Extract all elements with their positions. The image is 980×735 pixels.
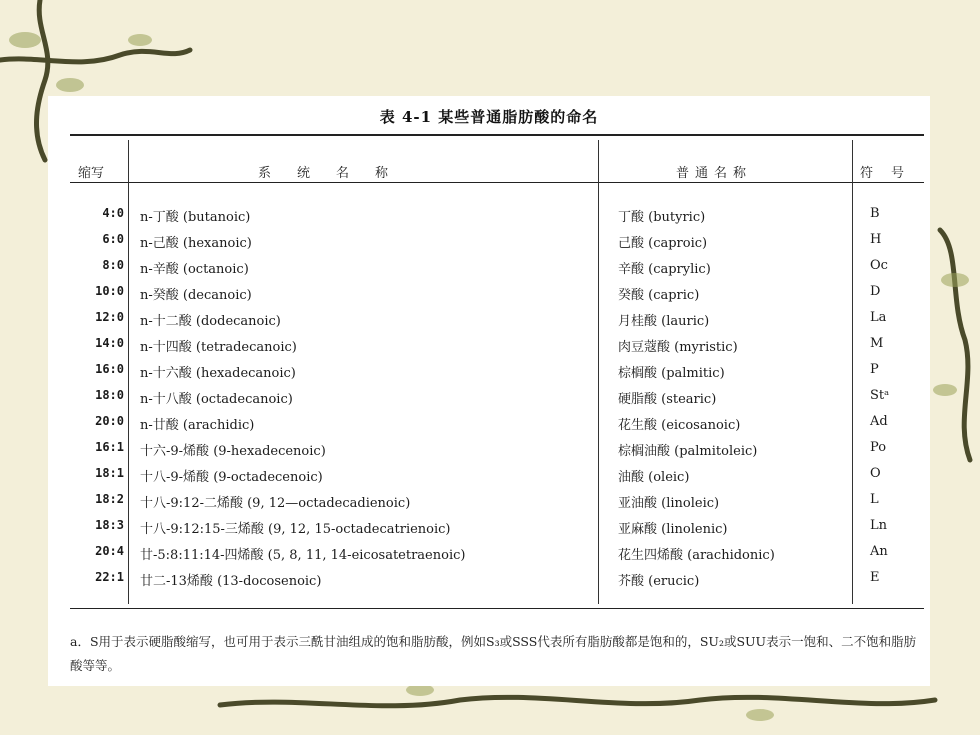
cell-symbol: Ln <box>870 518 888 533</box>
cell-code: 18:2 <box>95 492 124 506</box>
table-row <box>48 414 930 440</box>
table-row <box>48 544 930 570</box>
cell-systematic: n-辛酸 (octanoic) <box>140 262 249 277</box>
table-row <box>48 336 930 362</box>
table-row <box>48 388 930 414</box>
table-row <box>48 440 930 466</box>
cell-code: 18:1 <box>95 466 124 480</box>
cell-common: 丁酸 (butyric) <box>618 210 706 225</box>
cell-symbol: E <box>870 570 880 585</box>
cell-systematic: n-十四酸 (tetradecanoic) <box>140 340 297 355</box>
cell-symbol: Ad <box>870 414 888 429</box>
cell-common: 芥酸 (erucic) <box>618 574 700 589</box>
table-row <box>48 570 930 596</box>
cell-symbol: Oc <box>870 258 888 273</box>
table-row <box>48 206 930 232</box>
cell-symbol: O <box>870 466 881 481</box>
cell-systematic: 廿二-13烯酸 (13-docosenoic) <box>140 574 322 589</box>
header-symbol: 符号 <box>860 166 923 181</box>
cell-common: 棕榈油酸 (palmitoleic) <box>618 444 758 459</box>
cell-common: 癸酸 (capric) <box>618 288 700 303</box>
cell-code: 4:0 <box>102 206 124 220</box>
cell-common: 亚麻酸 (linolenic) <box>618 522 728 537</box>
cell-code: 12:0 <box>95 310 124 324</box>
cell-symbol: An <box>870 544 888 559</box>
cell-common: 辛酸 (caprylic) <box>618 262 711 277</box>
header-systematic-name: 系统名称 <box>258 166 415 181</box>
table-row <box>48 284 930 310</box>
cell-common: 亚油酸 (linoleic) <box>618 496 720 511</box>
cell-symbol: L <box>870 492 879 507</box>
cell-common: 棕榈酸 (palmitic) <box>618 366 725 381</box>
cell-common: 硬脂酸 (stearic) <box>618 392 717 407</box>
cell-code: 20:4 <box>95 544 124 558</box>
cell-code: 6:0 <box>102 232 124 246</box>
table-page <box>48 96 930 686</box>
header-common-name: 普通名称 <box>676 166 753 181</box>
top-rule <box>70 134 924 136</box>
cell-common: 油酸 (oleic) <box>618 470 690 485</box>
cell-common: 己酸 (caproic) <box>618 236 708 251</box>
table-row <box>48 466 930 492</box>
cell-symbol: D <box>870 284 881 299</box>
cell-code: 10:0 <box>95 284 124 298</box>
cell-systematic: n-十八酸 (octadecanoic) <box>140 392 293 407</box>
cell-systematic: 十八-9-烯酸 (9-octadecenoic) <box>140 470 323 485</box>
cell-symbol: La <box>870 310 887 325</box>
cell-symbol: Stᵃ <box>870 388 890 403</box>
cell-common: 花生四烯酸 (arachidonic) <box>618 548 775 563</box>
cell-symbol: P <box>870 362 879 377</box>
bottom-rule <box>70 608 924 609</box>
cell-systematic: n-己酸 (hexanoic) <box>140 236 252 251</box>
cell-symbol: Po <box>870 440 887 455</box>
cell-systematic: 十六-9-烯酸 (9-hexadecenoic) <box>140 444 326 459</box>
cell-systematic: 十八-9:12-二烯酸 (9, 12—octadecadienoic) <box>140 496 411 511</box>
cell-code: 20:0 <box>95 414 124 428</box>
cell-code: 8:0 <box>102 258 124 272</box>
table-row <box>48 518 930 544</box>
cell-systematic: n-癸酸 (decanoic) <box>140 288 252 303</box>
table-row <box>48 362 930 388</box>
cell-systematic: n-十二酸 (dodecanoic) <box>140 314 281 329</box>
cell-code: 18:3 <box>95 518 124 532</box>
cell-systematic: n-十六酸 (hexadecanoic) <box>140 366 296 381</box>
cell-code: 22:1 <box>95 570 124 584</box>
cell-systematic: 廿-5:8:11:14-四烯酸 (5, 8, 11, 14-eicosatetraenoic) <box>140 548 466 563</box>
cell-code: 16:1 <box>95 440 124 454</box>
header-rule <box>70 182 924 183</box>
header-code: 缩写 <box>78 166 105 181</box>
cell-symbol: B <box>870 206 880 221</box>
cell-symbol: M <box>870 336 884 351</box>
table-row <box>48 232 930 258</box>
cell-common: 月桂酸 (lauric) <box>618 314 710 329</box>
cell-code: 16:0 <box>95 362 124 376</box>
cell-symbol: H <box>870 232 882 247</box>
cell-code: 14:0 <box>95 336 124 350</box>
cell-systematic: 十八-9:12:15-三烯酸 (9, 12, 15-octadecatrienoic) <box>140 522 451 537</box>
table-row <box>48 310 930 336</box>
cell-common: 肉豆蔻酸 (myristic) <box>618 340 738 355</box>
cell-code: 18:0 <box>95 388 124 402</box>
table-row <box>48 258 930 284</box>
cell-common: 花生酸 (eicosanoic) <box>618 418 741 433</box>
table-title: 表 4-1 某些普通脂肪酸的命名 <box>379 108 599 126</box>
table-footnote: a．S用于表示硬脂酸缩写，也可用于表示三酰甘油组成的饱和脂肪酸，例如S₃或SSS代表所有脂肪酸都是饱和的，SU₂或SUU表示一饱和、二不饱和脂肪酸等等。 <box>70 634 917 673</box>
cell-systematic: n-廿酸 (arachidic) <box>140 418 255 433</box>
cell-systematic: n-丁酸 (butanoic) <box>140 210 251 225</box>
table-row <box>48 492 930 518</box>
